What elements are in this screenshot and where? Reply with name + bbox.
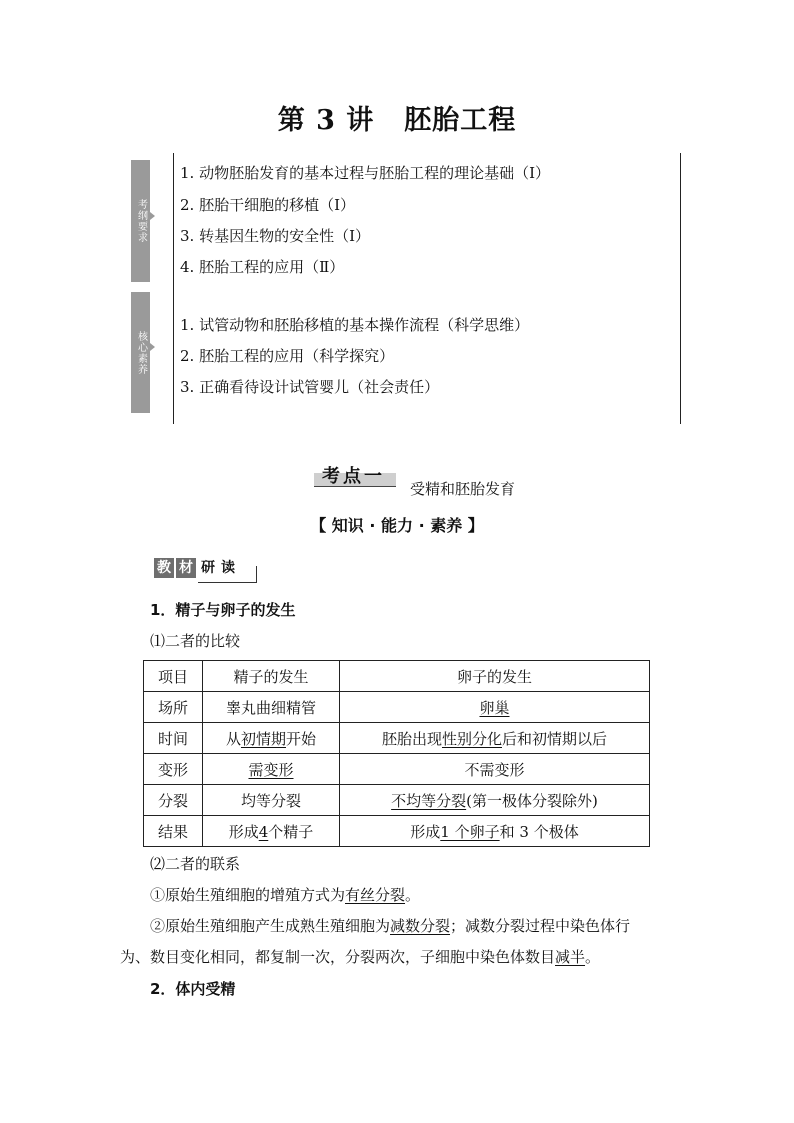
page-title	[0, 98, 794, 137]
answer-underline: 需变形	[248, 760, 294, 779]
heading-1-1: ⑴二者的比较	[150, 632, 241, 650]
table-cell	[340, 692, 650, 723]
section-subtitle: 受精和胚胎发育	[410, 480, 516, 498]
lecture-topic: 胚胎工程	[404, 105, 517, 136]
table-header-row	[144, 661, 650, 692]
table-header-cell: 卵子的发生	[340, 661, 650, 692]
requirement-item: 4. 胚胎工程的应用（Ⅱ）	[180, 258, 345, 276]
table-cell: 场所	[144, 692, 203, 723]
requirement-item: 1. 动物胚胎发育的基本过程与胚胎工程的理论基础（Ⅰ）	[180, 164, 551, 182]
heading-1: 1．精子与卵子的发生	[150, 601, 296, 619]
paragraph	[150, 915, 630, 936]
section-header	[314, 460, 554, 500]
table-row	[144, 785, 650, 816]
cell-text: 从	[225, 729, 241, 748]
cell-text: 形成	[410, 822, 441, 841]
literacy-item: 3. 正确看待设计试管婴儿（社会责任）	[180, 378, 440, 396]
badge-char: 材	[176, 558, 196, 578]
table-row	[144, 754, 650, 785]
paragraph-text: 。	[585, 948, 601, 966]
cell-text: (第一极体分裂除外)	[466, 791, 598, 810]
table-cell: 不需变形	[340, 754, 650, 785]
cell-text: 个精子	[268, 822, 314, 841]
literacy-item: 2. 胚胎工程的应用（科学探究）	[180, 347, 395, 365]
comparison-table	[143, 660, 650, 847]
answer-underline: 性别分化	[441, 729, 502, 748]
badge-char: 教	[154, 558, 174, 578]
lecture-number: 第 3 讲	[277, 105, 375, 136]
literacy-item: 1. 试管动物和胚胎移植的基本操作流程（科学思维）	[180, 316, 530, 334]
answer-underline: 不均等分裂	[391, 791, 467, 810]
table-row	[144, 816, 650, 847]
table-header-cell: 精子的发生	[203, 661, 340, 692]
frame-right-rule	[680, 153, 681, 424]
cell-text: 开始	[286, 729, 317, 748]
table-cell	[340, 816, 650, 847]
table-row	[144, 692, 650, 723]
paragraph-text: ②原始生殖细胞产生成熟生殖细胞为	[150, 917, 391, 935]
answer-underline: 1 个卵子	[440, 822, 500, 841]
table-cell: 结果	[144, 816, 203, 847]
requirement-item: 3. 转基因生物的安全性（Ⅰ）	[180, 227, 371, 245]
badge-frame	[198, 566, 257, 583]
table-cell: 均等分裂	[203, 785, 340, 816]
paragraph	[150, 884, 420, 905]
table-cell: 变形	[144, 754, 203, 785]
tab-exam-requirements: 考纲要求	[131, 160, 150, 282]
paragraph-text: 。	[405, 886, 421, 904]
table-cell	[340, 785, 650, 816]
paragraph-text: ；减数分裂过程中染色体行	[450, 917, 631, 935]
table-row	[144, 723, 650, 754]
heading-1-2: ⑵二者的联系	[150, 855, 241, 873]
badge-char: 研	[201, 560, 215, 576]
cell-text: 胚胎出现	[381, 729, 442, 748]
cell-text: 后和初情期以后	[502, 729, 608, 748]
table-cell	[203, 754, 340, 785]
cell-text: 和 3 个极体	[499, 822, 579, 841]
badge-char: 读	[221, 560, 235, 576]
table-cell: 睾丸曲细精管	[203, 692, 340, 723]
frame-left-rule	[173, 153, 174, 424]
table-cell	[203, 723, 340, 754]
answer-underline: 减半	[555, 948, 586, 966]
table-cell: 时间	[144, 723, 203, 754]
table-cell: 分裂	[144, 785, 203, 816]
ability-heading: 【 知识 · 能力 · 素养 】	[310, 516, 484, 535]
table-cell	[340, 723, 650, 754]
answer-underline: 卵巢	[479, 698, 510, 717]
section-label: 考点一	[322, 466, 385, 487]
cell-text: 形成	[228, 822, 259, 841]
tab-core-literacy: 核心素养	[131, 292, 150, 413]
paragraph-text: ①原始生殖细胞的增殖方式为	[150, 886, 346, 904]
answer-underline: 4	[258, 822, 269, 841]
answer-underline: 减数分裂	[390, 917, 451, 935]
heading-2: 2．体内受精	[150, 980, 236, 998]
table-cell	[203, 816, 340, 847]
requirement-item: 2. 胚胎干细胞的移植（Ⅰ）	[180, 196, 356, 214]
paragraph-text: 为、数目变化相同，都复制一次，分裂两次，子细胞中染色体数目	[120, 948, 556, 966]
tab-pointer-icon	[150, 212, 155, 220]
paragraph	[120, 946, 600, 967]
table-header-cell: 项目	[144, 661, 203, 692]
answer-underline: 初情期	[240, 729, 286, 748]
tab-pointer-icon	[150, 343, 155, 351]
answer-underline: 有丝分裂	[345, 886, 406, 904]
